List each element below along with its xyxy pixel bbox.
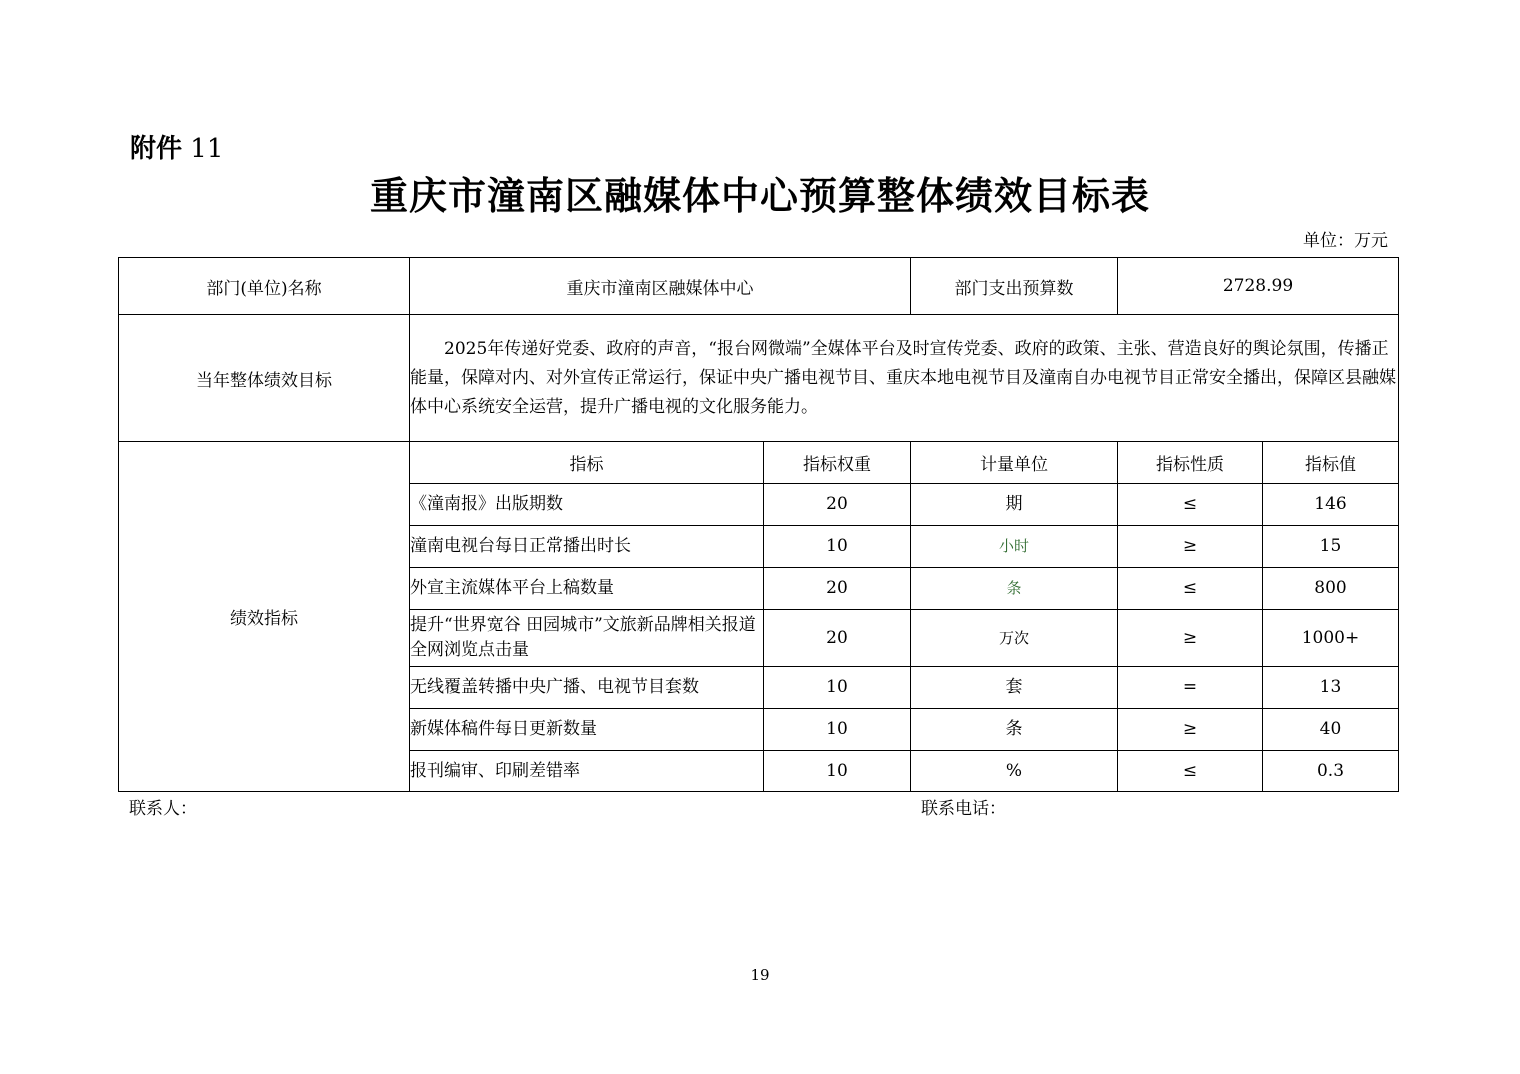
indicator-unit: 条: [911, 709, 1118, 751]
indicator-value: 15: [1263, 526, 1399, 568]
col-weight: 指标权重: [764, 442, 911, 484]
page-number: 19: [750, 966, 770, 984]
indicator-unit: 条: [911, 568, 1118, 610]
indicator-value: 40: [1263, 709, 1399, 751]
goal-label: 当年整体绩效目标: [119, 315, 410, 442]
indicator-nature: ≤: [1118, 568, 1263, 610]
unit-label: 单位：万元: [1303, 231, 1388, 251]
indicator-unit: %: [911, 751, 1118, 792]
indicator-value: 13: [1263, 667, 1399, 709]
indicator-unit: 小时: [911, 526, 1118, 568]
indicator-nature: ≥: [1118, 709, 1263, 751]
indicator-weight: 10: [764, 751, 911, 792]
budget-label: 部门支出预算数: [911, 258, 1118, 315]
annex-number: 11: [190, 134, 224, 164]
goal-text: 2025年传递好党委、政府的声音，“报台网微端”全媒体平台及时宣传党委、政府的政策、主张、营造良好的舆论氛围，传播正能量，保障对内、对外宣传正常运行，保证中央广播电视节目、重庆本地电视节目及潼南自办电视节目正常安全播出，保障区县融媒体中心系统安全运营，提升广播电视的文化服务能力。: [410, 338, 1396, 417]
indicator-weight: 20: [764, 610, 911, 667]
header-row: [119, 442, 1399, 484]
indicators-label: 绩效指标: [119, 442, 410, 792]
indicator-name: 外宣主流媒体平台上稿数量: [410, 568, 764, 610]
indicator-value: 800: [1263, 568, 1399, 610]
indicator-name: 报刊编审、印刷差错率: [410, 751, 764, 792]
indicator-name: 无线覆盖转播中央广播、电视节目套数: [410, 667, 764, 709]
indicator-name: 《潼南报》出版期数: [410, 484, 764, 526]
col-unit: 计量单位: [911, 442, 1118, 484]
goal-cell: [410, 315, 1399, 442]
contact-person-label: 联系人：: [129, 799, 197, 819]
indicator-name: 提升“世界宽谷 田园城市”文旅新品牌相关报道全网浏览点击量: [410, 610, 764, 667]
indicator-nature: ≥: [1118, 526, 1263, 568]
col-indicator: 指标: [410, 442, 764, 484]
indicator-value: 146: [1263, 484, 1399, 526]
col-nature: 指标性质: [1118, 442, 1263, 484]
dept-name-value: 重庆市潼南区融媒体中心: [410, 258, 911, 315]
indicator-weight: 10: [764, 667, 911, 709]
indicator-name: 新媒体稿件每日更新数量: [410, 709, 764, 751]
indicator-name: 潼南电视台每日正常播出时长: [410, 526, 764, 568]
indicator-nature: ≥: [1118, 610, 1263, 667]
indicator-unit: 万次: [911, 610, 1118, 667]
indicator-weight: 20: [764, 484, 911, 526]
indicator-nature: =: [1118, 667, 1263, 709]
annex-label: [130, 132, 223, 166]
dept-row: [119, 258, 1399, 315]
indicator-value: 0.3: [1263, 751, 1399, 792]
annex-text: 附件: [130, 134, 183, 164]
indicator-weight: 20: [764, 568, 911, 610]
budget-value: 2728.99: [1118, 258, 1399, 315]
indicator-unit: 期: [911, 484, 1118, 526]
indicator-value: 1000+: [1263, 610, 1399, 667]
indicator-nature: ≤: [1118, 484, 1263, 526]
performance-table: [118, 257, 1399, 792]
col-value: 指标值: [1263, 442, 1399, 484]
page-title: 重庆市潼南区融媒体中心预算整体绩效目标表: [369, 173, 1150, 218]
indicator-nature: ≤: [1118, 751, 1263, 792]
dept-name-label: 部门(单位)名称: [119, 258, 410, 315]
goal-row: [119, 315, 1399, 442]
indicator-unit: 套: [911, 667, 1118, 709]
indicator-weight: 10: [764, 709, 911, 751]
contact-phone-label: 联系电话：: [921, 799, 1006, 819]
indicator-weight: 10: [764, 526, 911, 568]
